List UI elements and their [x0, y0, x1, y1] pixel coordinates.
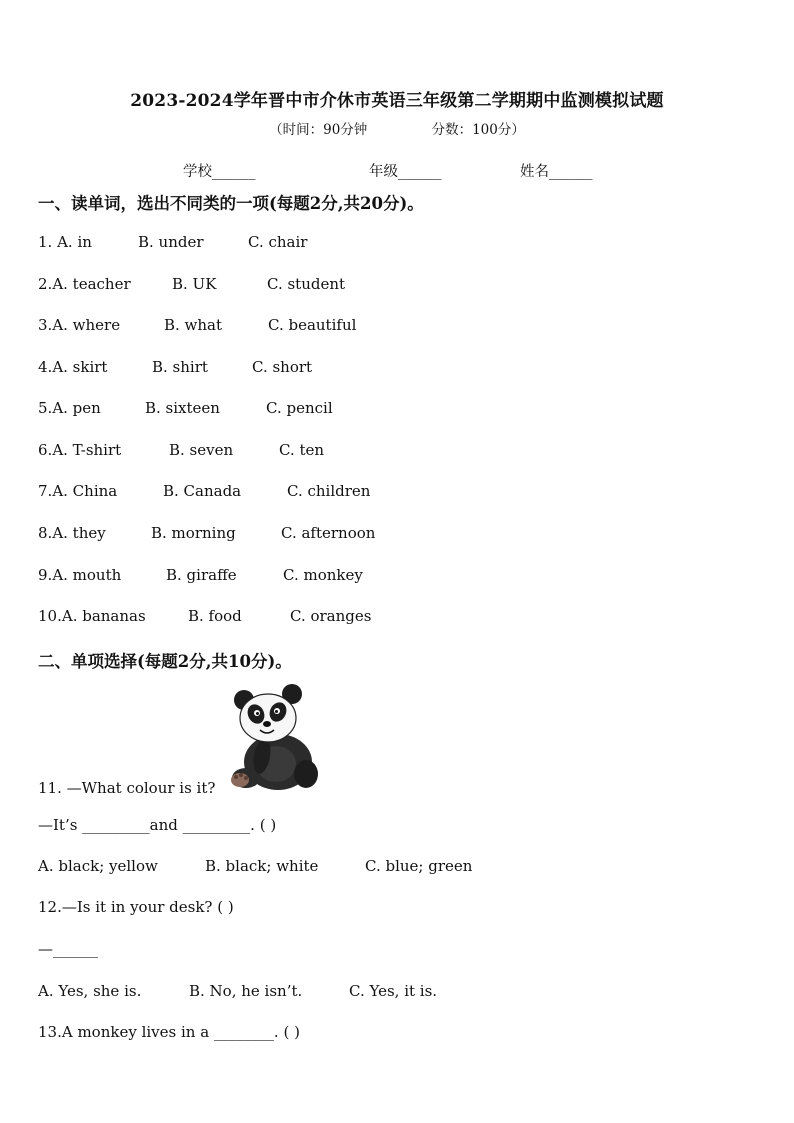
option-a-text: A. bananas — [61, 607, 146, 625]
time-label: （时间：90分钟 — [269, 122, 368, 138]
question-number: 5. — [38, 399, 53, 417]
question-number: 4. — [38, 358, 53, 376]
question-option-a — [38, 358, 107, 376]
question-number: 7. — [38, 482, 53, 500]
q11-option-c: C. blue; green — [365, 857, 473, 875]
q12-option-a: A. Yes, she is. — [38, 982, 142, 1000]
question-option-c: C. ten — [279, 441, 325, 459]
question-option-b: B. morning — [151, 524, 236, 542]
exam-subtitle — [0, 118, 794, 138]
option-a-text: A. pen — [52, 399, 101, 417]
question-option-c: C. beautiful — [268, 316, 357, 334]
question-option-b: B. seven — [169, 441, 234, 459]
question-option-b: B. food — [188, 607, 242, 625]
question-number: 3. — [38, 316, 53, 334]
question-option-c: C. oranges — [290, 607, 372, 625]
question-option-c: C. short — [252, 358, 313, 376]
option-a-text: A. in — [57, 233, 92, 251]
option-a-text: A. where — [52, 316, 121, 334]
question-option-a — [38, 566, 121, 584]
q11-answer: —It’s _________and _________. ( ) — [38, 816, 277, 834]
question-option-a — [38, 275, 131, 293]
question-option-a — [38, 399, 101, 417]
question-option-c: C. children — [287, 482, 371, 500]
question-option-a — [38, 441, 121, 459]
option-a-text: A. mouth — [52, 566, 122, 584]
question-option-a — [38, 482, 117, 500]
option-a-text: A. teacher — [52, 275, 131, 293]
section-2-title: 二、单项选择(每题2分,共10分)。 — [38, 652, 292, 671]
q12-question: 12.—Is it in your desk? ( ) — [38, 898, 234, 916]
q12-option-c: C. Yes, it is. — [349, 982, 438, 1000]
question-option-c: C. monkey — [283, 566, 363, 584]
panda-illustration — [222, 682, 322, 794]
question-option-b: B. giraffe — [166, 566, 237, 584]
option-a-text: A. they — [52, 524, 106, 542]
question-option-b: B. what — [164, 316, 223, 334]
question-option-c: C. pencil — [266, 399, 333, 417]
q12-answer: —______ — [38, 940, 98, 958]
q13-question: 13.A monkey lives in a ________. ( ) — [38, 1023, 300, 1041]
question-option-a — [38, 607, 146, 625]
question-option-c: C. student — [267, 275, 346, 293]
q11-option-b: B. black; white — [205, 857, 319, 875]
question-option-a — [38, 233, 92, 251]
question-option-b: B. shirt — [152, 358, 208, 376]
exam-title: 2023-2024学年晋中市介休市英语三年级第二学期期中监测模拟试题 — [130, 91, 664, 111]
grade-field: 年级______ — [369, 164, 442, 180]
question-number: 1. — [38, 233, 58, 251]
question-option-b: B. sixteen — [145, 399, 220, 417]
section-1-title: 一、读单词，选出不同类的一项(每题2分,共20分)。 — [38, 194, 424, 213]
option-a-text: A. T-shirt — [52, 441, 122, 459]
q11-question: 11. —What colour is it? — [38, 779, 216, 797]
option-a-text: A. China — [52, 482, 118, 500]
question-option-a — [38, 524, 106, 542]
school-field: 学校______ — [183, 164, 256, 180]
question-number: 10. — [38, 607, 62, 625]
question-number: 8. — [38, 524, 53, 542]
score-label: 分数：100分） — [431, 122, 525, 138]
question-number: 2. — [38, 275, 53, 293]
q11-option-a: A. black; yellow — [38, 857, 158, 875]
question-option-c: C. chair — [248, 233, 308, 251]
question-option-a — [38, 316, 120, 334]
question-option-b: B. Canada — [163, 482, 242, 500]
name-field: 姓名______ — [520, 164, 593, 180]
question-option-b: B. UK — [172, 275, 217, 293]
q12-option-b: B. No, he isn’t. — [189, 982, 303, 1000]
option-a-text: A. skirt — [52, 358, 108, 376]
question-option-b: B. under — [138, 233, 204, 251]
question-option-c: C. afternoon — [281, 524, 376, 542]
question-number: 9. — [38, 566, 53, 584]
question-number: 6. — [38, 441, 53, 459]
